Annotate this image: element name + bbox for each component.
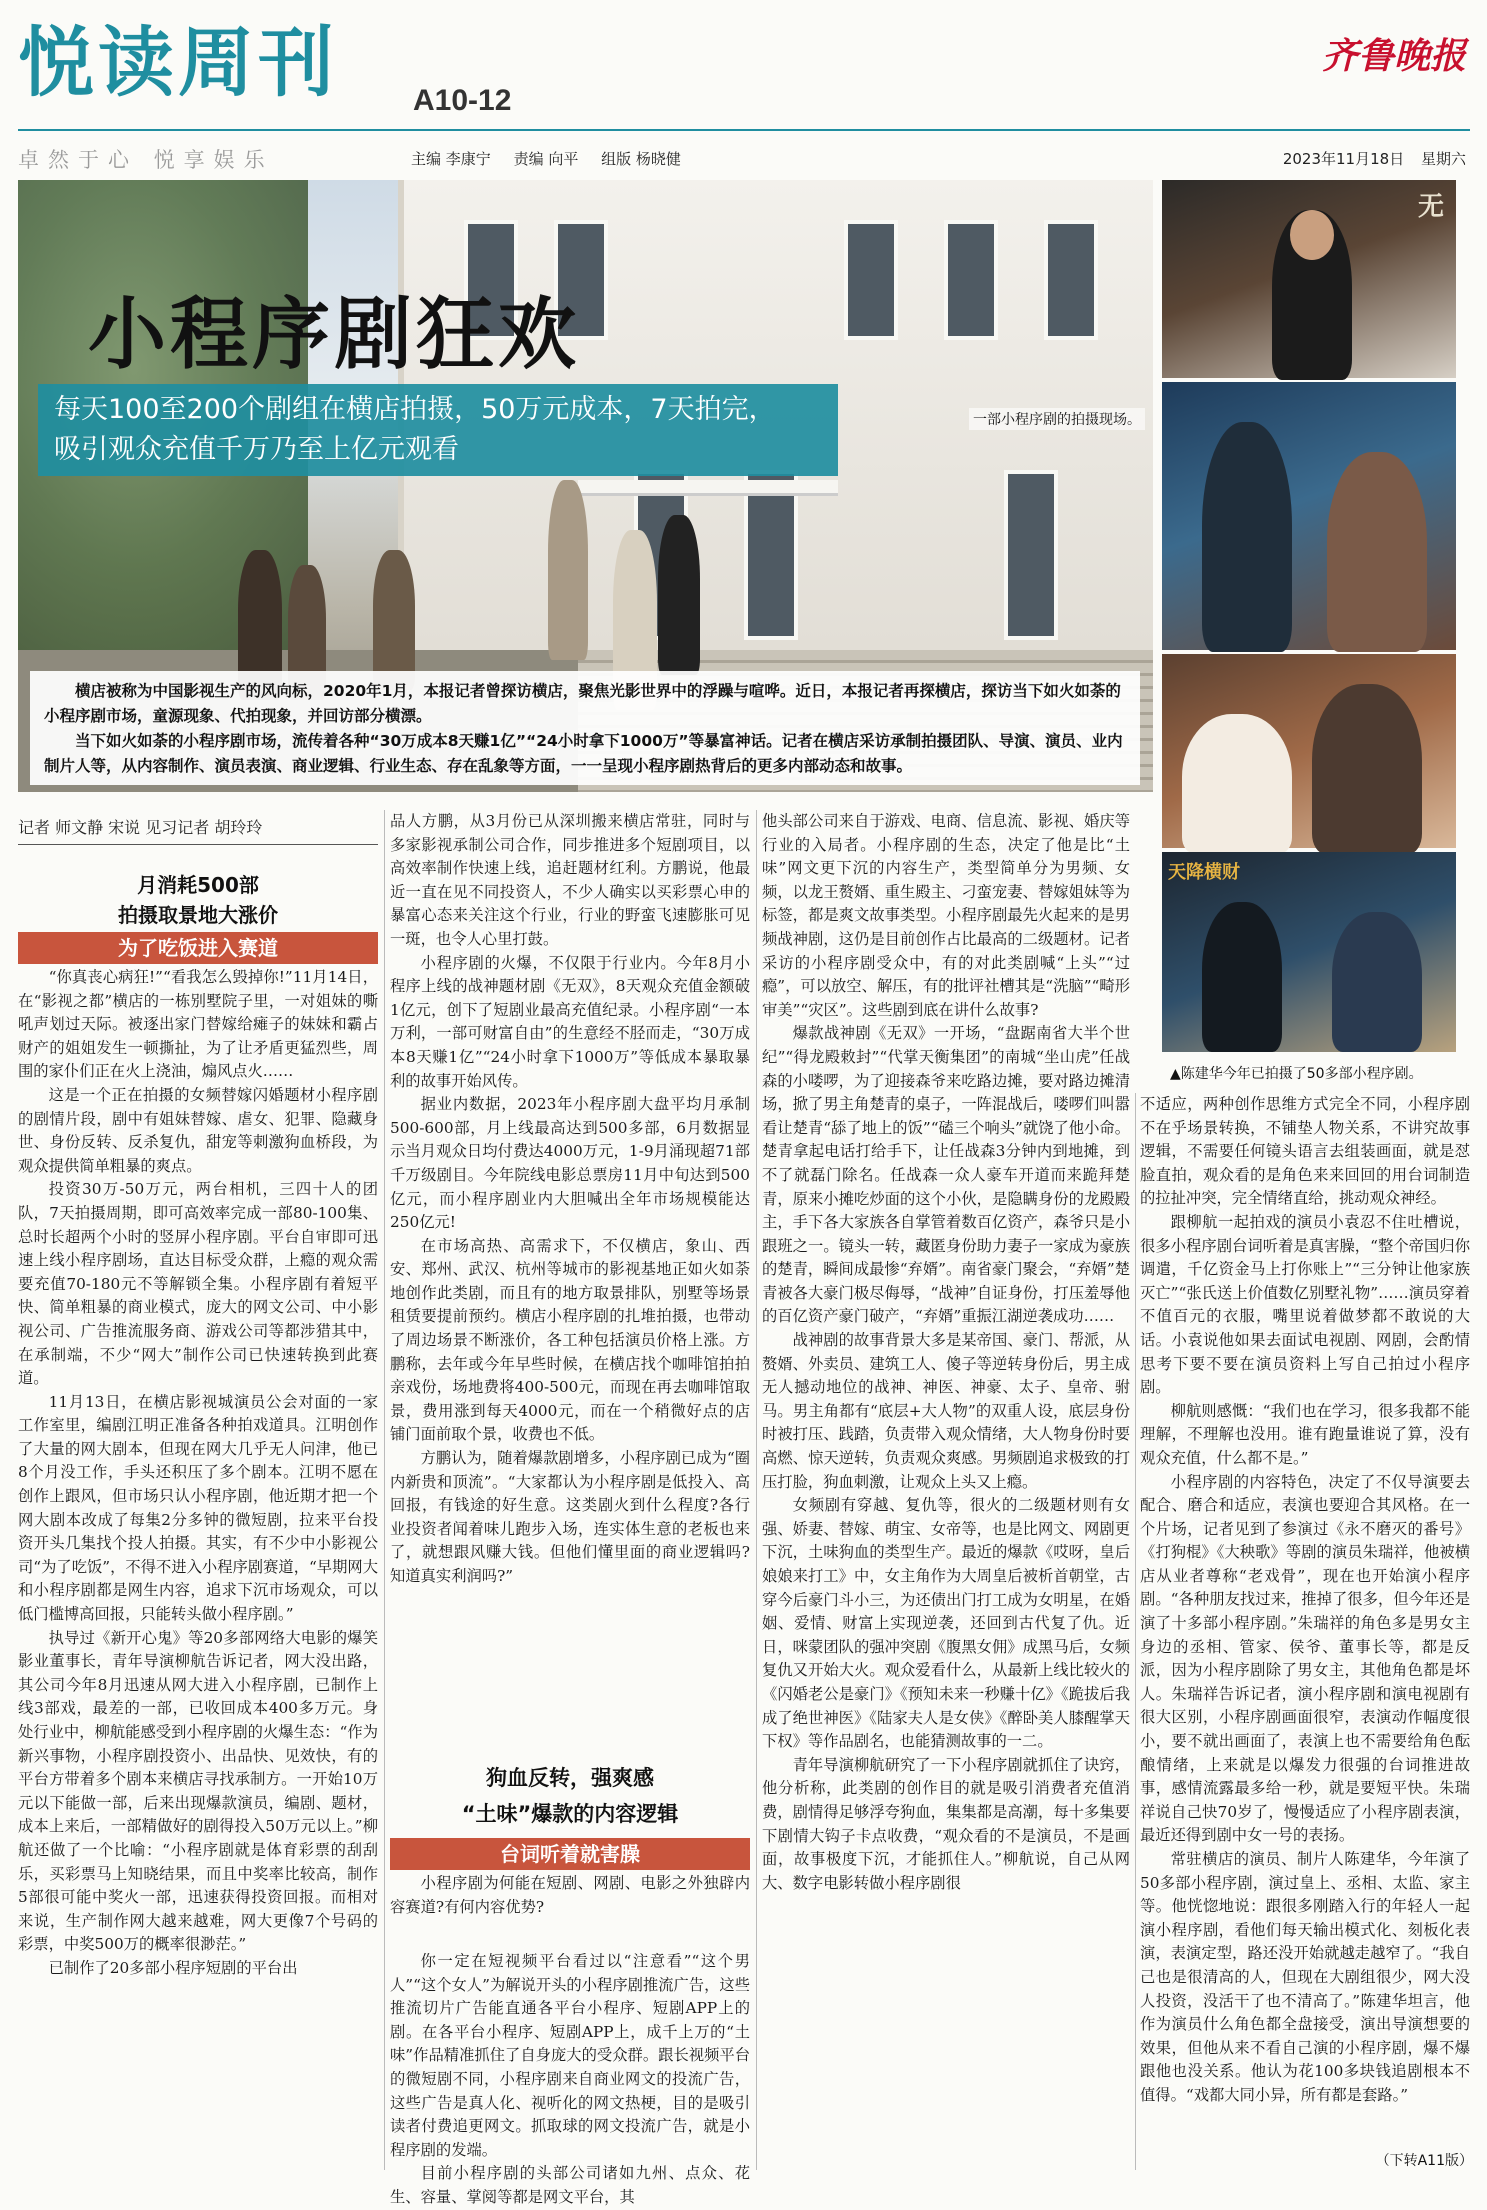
section-slogan: 卓然于心 悦享娱乐: [18, 148, 274, 172]
body-paragraph: 青年导演柳航研究了一下小程序剧就抓住了诀窍，他分析称，此类剧的创作目的就是吸引消费者充值消费，剧情得足够浮夸狗血，集集都是高潮，每十多集要下剧情大钩子卡点收费，“观众看的不是演员，不是画面，故事极度下沉，才能抓住人。”柳航说，自己从网大、数字电影转做小程序剧很: [762, 1755, 1130, 1892]
masthead: [18, 14, 1470, 174]
subheading-2: [390, 1760, 750, 1832]
weekday-text: 星期六: [1420, 150, 1466, 168]
subheading-2-bar: 台词听着就害臊: [390, 1838, 750, 1870]
body-paragraph: 已制作了20多部小程序短剧的平台出: [48, 1958, 298, 1977]
continued-note: （下转A11版）: [1375, 2153, 1473, 2169]
side-photo-caption: ▲陈建华今年已拍摄了50多部小程序剧。: [1170, 1066, 1423, 1082]
subheading-1: [18, 870, 378, 930]
page-code: A10-12: [413, 84, 512, 117]
body-paragraph: 方鹏认为，随着爆款剧增多，小程序剧已成为“圈内新贵和顶流”。“大家都认为小程序剧是低投入、高回报，有钱途的好生意。这类剧火到什么程度?各行业投资者闻着味儿跑步入场，连实体生意的老板也来了，就想跟风赚大钱。但他们懂里面的商业逻辑吗?知道真实利润吗?”: [390, 1449, 750, 1585]
body-paragraph: 品人方鹏，从3月份已从深圳搬来横店常驻，同时与多家影视承制公司合作，同步推进多个短剧项目，以高效率制作快速上线，追赶题材红利。方鹏说，他最近一直在见不同投资人，不少人确实以买彩票心申的暴富心态来关注这个行业，行业的野蛮飞速膨胀可见一斑，也令人心里打鼓。: [390, 812, 750, 948]
body-paragraph: 战神剧的故事背景大多是某帝国、豪门、帮派，从赘婿、外卖员、建筑工人、傻子等逆转身份后，男主成无人撼动地位的战神、神医、神豪、太子、皇帝、驸马。男主角都有“底层+大人物”的双重人设，底层身份时被打压、践踏，负责带入观众情绪，大人物身份时要高燃、惊天逆转，负责观众爽感。男频剧追求极致的打压打脸，狗血刺激，让观众上头又上瘾。: [762, 1331, 1130, 1491]
masthead-rule: [18, 129, 1470, 131]
column-2: [390, 810, 750, 1758]
villa-window: [944, 220, 998, 340]
side-photo-4: [1162, 852, 1456, 1052]
actor-figure: [1312, 684, 1422, 854]
layout-editor: 组版 杨晓健: [601, 150, 681, 168]
subheading-2-line-2: “土味”爆款的内容逻辑: [461, 1802, 679, 1826]
villa-window: [1044, 220, 1098, 340]
body-paragraph: 小程序剧为何能在短剧、网剧、电影之外独辟内容赛道?有何内容优势?: [390, 1874, 750, 1916]
body-paragraph: 小程序剧的内容特色，决定了不仅导演要去配合、磨合和适应，表演也要迎合其风格。在一个片场，记者见到了参演过《永不磨灭的番号》《打狗棍》《大秧歌》等剧的演员朱瑞祥，他被横店从业者尊称“老戏骨”，现在也开始演小程序剧。“各种朋友找过来，推掉了很多，但今年还是演了十多部小程序剧。”朱瑞祥的角色多是男女主身边的丞相、管家、侯爷、董事长等，都是反派，因为小程序剧除了男女主，其他角色都是坏人。朱瑞祥告诉记者，演小程序剧和演电视剧有很大区别，小程序剧画面很窄，表演动作幅度很小，要不就出画面了，表演上也不需要给角色酝酿情绪，上来就是以爆发力很强的台词推进故事，感情流露最多给一秒，就是要短平快。朱瑞祥说自己快70岁了，慢慢适应了小程序剧表演，最近还得到剧中女一号的表扬。: [1140, 1472, 1470, 1845]
section-2-intro: [390, 1872, 750, 1952]
subheading-1-line-1: 月消耗500部: [137, 873, 259, 897]
villa-window: [1004, 470, 1058, 640]
subheading-1-line-2: 拍摄取景地大涨价: [118, 903, 278, 927]
column-divider: [384, 810, 385, 2170]
column-3: [762, 810, 1130, 2171]
actor-figure: [1202, 902, 1282, 1052]
body-paragraph: 目前小程序剧的头部公司诸如九州、点众、花生、容量、掌阅等都是网文平台，其: [390, 2164, 750, 2206]
editor-credits: [411, 148, 699, 169]
body-paragraph: 你一定在短视频平台看过以“注意看”“这个男人”“这个女人”为解说开头的小程序剧推流广告，这些推流切片广告能直通各平台小程序、短剧APP上的剧。在各平台小程序、短剧APP上，成千上万的“土味”作品精准抓住了自身庞大的受众群。跟长视频平台的微短剧不同，小程序剧来自商业网文的投流广告，这些广告是真人化、视听化的网文热梗，目的是吸引读者付费追更网文。抓取球的网文投流广告，就是小程序剧的发端。: [390, 1952, 750, 2159]
byline: 记者 师文静 宋说 见习记者 胡玲玲: [18, 815, 378, 845]
actor-figure: [1327, 452, 1427, 652]
body-paragraph: 这是一个正在拍摄的女频替嫁闪婚题材小程序剧的剧情片段，剧中有姐妹替嫁、虐女、犯罪、隐藏身世、身份反转、反杀复仇，甜宠等刺激狗血桥段，为观众提供简单粗暴的爽点。: [18, 1085, 378, 1175]
body-paragraph: 不适应，两种创作思维方式完全不同，小程序剧不在乎场景转换，不铺垫人物关系，不讲究故事逻辑，不需要任何镜头语言去组装画面，就是怼脸直拍，观众看的是角色来来回回的用台词制造的拉扯冲突，完全情绪直给，挑动观众神经。: [1140, 1095, 1470, 1208]
lead-paragraph: 当下如火如荼的小程序剧市场，流传着各种“30万成本8天赚1亿”“24小时拿下1000万”等暴富神话。记者在横店采访承制拍摄团队、导演、演员、业内制片人等，从内容制作、演员表演、商业逻辑、行业生态、存在乱象等方面，一一呈现小程序剧热背后的更多内部动态和故事。: [44, 732, 1123, 775]
actor-figure: [1202, 422, 1292, 652]
actor-figure: [658, 515, 700, 675]
lead-paragraph: 横店被称为中国影视生产的风向标，2020年1月，本报记者曾探访横店，聚焦光影世界中的浮躁与喧哗。近日，本报记者再探横店，探访当下如火如荼的小程序剧市场，童源现象、代拍现象，并回访部分横漂。: [44, 682, 1121, 725]
body-paragraph: 爆款战神剧《无双》一开场，“盘踞南省大半个世纪”“得龙殿敕封”“代掌天衡集团”的南城“坐山虎”任战森的小喽啰，为了迎接森爷来吃路边摊，要对路边摊清场，掀了男主角楚青的桌子，一阵混战后，喽啰们叫嚣看让楚青“舔了地上的饭”“磕三个响头”就饶了他小命。楚青拿起电话打给手下，让任战森3分钟内到地摊，到不了就磊门除名。任战森一众人豪车开道而来跪拜楚青，原来小摊吃炒面的这个小伙，是隐瞒身份的龙殿殿主，手下各大家族各自掌管着数百亿资产，森爷只是小跟班之一。镜头一转，藏匿身份助力妻子一家成为豪族的楚青，瞬间成最惨“弃婿”。南省豪门聚会，“弃婿”楚青被各大豪门极尽侮辱，“战神”自证身份，打压羞辱他的百亿资产豪门破产，“弃婿”重振江湖逆袭成功……: [762, 1024, 1130, 1326]
actor-figure: [373, 550, 415, 690]
lead-summary: [30, 671, 1140, 785]
body-paragraph: “你真丧心病狂!”“看我怎么毁掉你!”11月14日，在“影视之都”横店的一栋别墅院子里，一对姐妹的嘶吼声划过天际。被逐出家门替嫁给瘫子的妹妹和霸占财产的姐姐发生一顿撕扯，为了让矛盾更猛烈些，周围的家仆们正在火上浇油，煽风点火……: [18, 968, 378, 1081]
column-4: [1140, 1093, 1470, 2143]
drama-title-mark: 无: [1417, 192, 1444, 222]
headline-banner: [38, 384, 838, 476]
main-headline: 小程序剧狂欢: [88, 289, 581, 380]
body-paragraph: 柳航则感慨：“我们也在学习，很多我都不能理解，不理解也没用。谁有跑量谁说了算，没有观众充值，什么都不是。”: [1140, 1401, 1470, 1467]
issue-date: [1271, 148, 1466, 169]
body-paragraph: 常驻横店的演员、制片人陈建华，今年演了50多部小程序剧，演过皇上、丞相、太监、家主等。他恍惚地说：跟很多刚踏入行的年轻人一起演小程序剧，看他们每天输出模式化、刻板化表演，表演定型，路还没开始就越走越窄了。“我自己也是很清高的人，但现在大剧组很少，网大没人投资，没活干了也不清高了。”陈建华坦言，他作为演员什么角色都全盘接受，演出导演想要的效果，但他从来不看自己演的小程序剧，爆不爆跟他也没关系。他认为花100多块钱追剧根本不值得。“戏都大同小异，所有都是套路。”: [1140, 1850, 1470, 2104]
side-photo-1: [1162, 180, 1456, 378]
body-paragraph: 投资30万-50万元，两台相机，三四十人的团队，7天拍摄周期，即可高效率完成一部80-100集、总时长超两个小时的竖屏小程序剧。平台自审即可迅速上线小程序剧场，直达目标受众群，上瘾的观众需要充值70-180元不等解锁全集。小程序剧有着短平快、简单粗暴的商业模式，庞大的网文公司、中小影视公司、广告推流服务商、游戏公司等都涉猎其中，在承制端，不少“网大”制作公司已快速转换到此赛道。: [18, 1180, 378, 1388]
body-paragraph: 11月13日，在横店影视城演员公会对面的一家工作室里，编剧江明正准备各种拍戏道具。江明创作了大量的网大剧本，但现在网大几乎无人问津，他已8个月没工作，手头还积压了多个剧本。江明不愿在创作上跟风，但市场只认小程序剧，他近期才把一个网大剧本改成了每集2分多钟的微短剧，拉来平台投资开头几集找个投人拍摄。其实，有不少中小影视公司“为了吃饭”，不得不进入小程序剧赛道，“早期网大和小程序剧都是网生内容，追求下沉市场观众，可以低门槛博高回报，只能转头做小程序剧。”: [18, 1392, 378, 1624]
photo-caption: 一部小程序剧的拍摄现场。: [969, 408, 1145, 430]
actor-figure: [548, 480, 588, 660]
date-text: 2023年11月18日: [1282, 150, 1405, 168]
subheading-1-bar: 为了吃饭进入赛道: [18, 932, 378, 964]
body-paragraph: 跟柳航一起拍戏的演员小袁忍不住吐槽说，很多小程序剧台词听着是真害臊，“整个帝国归你调遣，千亿资金马上打你账上”“三分钟让他家族灭亡”“张氏送上价值数亿别墅礼物”……演员穿着不值百元的衣服，嘴里说着做梦都不敢说的大话。小袁说他如果去面试电视剧、网剧，会酌情思考下要不要在演员资料上写自己拍过小程序剧。: [1140, 1212, 1470, 1397]
body-paragraph: 执导过《新开心鬼》等20多部网络大电影的爆笑影业董事长，青年导演柳航告诉记者，网大没出路，其公司今年8月迅速从网大进入小程序剧，已制作上线3部戏，最差的一部，已收回成本400多万元。身处行业中，柳航能感受到小程序剧的火爆生态：“作为新兴事物，小程序剧投资小、出品快、见效快，有的平台方带着多个剧本来横店寻找承制方。一开始10万元以下能做一部，后来出现爆款演员，编剧、题材，成本上来后，一部精做好的剧得投入50万元以上。”柳航还做了一个比喻：“小程序剧就是体育彩票的刮刮乐，买彩票马上知晓结果，而且中奖率比较高，制作5部很可能中奖火一部，迅速获得投资回报。而相对来说，生产制作网大越来越难，网大更像7个号码的彩票，中奖500万的概率很渺茫。”: [18, 1628, 378, 1954]
side-photo-2: [1162, 382, 1456, 650]
column-divider: [1135, 1093, 1136, 2170]
responsible-editor: 责编 向平: [513, 150, 579, 168]
column-2-lower: [390, 1950, 750, 2206]
section-title: 悦读周刊: [18, 18, 338, 107]
body-paragraph: 在市场高热、高需求下，不仅横店，象山、西安、郑州、武汉、杭州等城市的影视基地正如火如荼地创作此类剧，而且有的地方取景排队，别墅等场景租赁要提前预约。横店小程序剧的扎堆拍摄，也带动了周边场景不断涨价，各工种包括演员价格上涨。方鹏称，去年或今年早些时候，在横店找个咖啡馆拍拍亲戏份，场地费将400-500元，而现在再去咖啡馆取景，费用涨到每天4000元，而在一个稍微好点的店铺门面前取个景，收费也不低。: [390, 1236, 750, 1444]
newspaper-logo: 齐鲁晚报: [1321, 35, 1466, 77]
body-paragraph: 小程序剧的火爆，不仅限于行业内。今年8月小程序上线的战神题材剧《无双》，8天观众充值金额破1亿元，创下了短剧业最高充值纪录。小程序剧“一本万利，一部可财富自由”的生意经不胫而走，“30万成本8天赚1亿”“24小时拿下1000万”等低成本暴取暴利的故事开始风传。: [390, 953, 750, 1090]
villa-window: [844, 220, 898, 340]
banner-line-2: 吸引观众充值千万乃至上亿元观看: [54, 434, 459, 465]
column-1: [18, 966, 378, 2171]
chief-editor: 主编 李康宁: [411, 150, 491, 168]
body-paragraph: 他头部公司来自于游戏、电商、信息流、影视、婚庆等行业的入局者。小程序剧的生态，决定了他是比“土味”网文更下沉的内容生产，类型简单分为男频、女频，以龙王赘婿、重生殿主、刁蛮宠妻、替嫁姐妹等为标签，都是爽文故事类型。小程序剧最先火起来的是男频战神剧，这仍是目前创作占比最高的二级题材。记者采访的小程序剧受众中，有的对此类剧喊“上头”“过瘾”，可以放空、解压，有的批评社槽其是“洗脑”“畸形审美”“灾区”。这些剧到底在讲什么故事?: [762, 812, 1130, 1019]
drama-title-mark: 天降横财: [1168, 862, 1240, 883]
actor-face: [1290, 210, 1334, 260]
actor-figure: [1182, 714, 1292, 854]
banner-line-1: 每天100至200个剧组在横店拍摄，50万元成本，7天拍完，: [54, 394, 776, 425]
actor-figure: [1332, 912, 1422, 1052]
body-paragraph: 女频剧有穿越、复仇等，很火的二级题材则有女强、娇妻、替嫁、萌宝、女帝等，也是比网文、网剧更下沉，土味狗血的类型生产。最近的爆款《哎呀，皇后娘娘来打工》中，女主角作为大周皇后被析首朝堂，古穿今后豪门斗小三，为还债出门打工成为女明星，在婚姻、爱情、财富上实现逆袭，还回到古代复了仇。近日，咪蒙团队的强冲突剧《腹黑女佣》成黑马后，女频复仇又开始大火。观众爱看什么，从最新上线比较火的《闪婚老公是豪门》《预知未来一秒赚十亿》《跪拔后我成了绝世神医》《陆家夫人是女侠》《醉卧美人膝醒掌天下权》等作品剧名，也能猜测故事的一二。: [762, 1496, 1130, 1751]
side-photo-3: [1162, 654, 1456, 848]
villa-balcony: [578, 480, 838, 496]
column-divider: [756, 810, 757, 2170]
body-paragraph: 据业内数据，2023年小程序剧大盘平均月承制500-600部，月上线最高达到500多部，6月数据显示当月观众日均付费达4000万元，1-9月涌现超71部千万级剧目。今年院线电影总票房11月中旬达到500亿元，而小程序剧业内大胆喊出全年市场规模能达250亿元!: [390, 1095, 750, 1232]
subheading-2-line-1: 狗血反转，强爽感: [486, 1766, 654, 1790]
